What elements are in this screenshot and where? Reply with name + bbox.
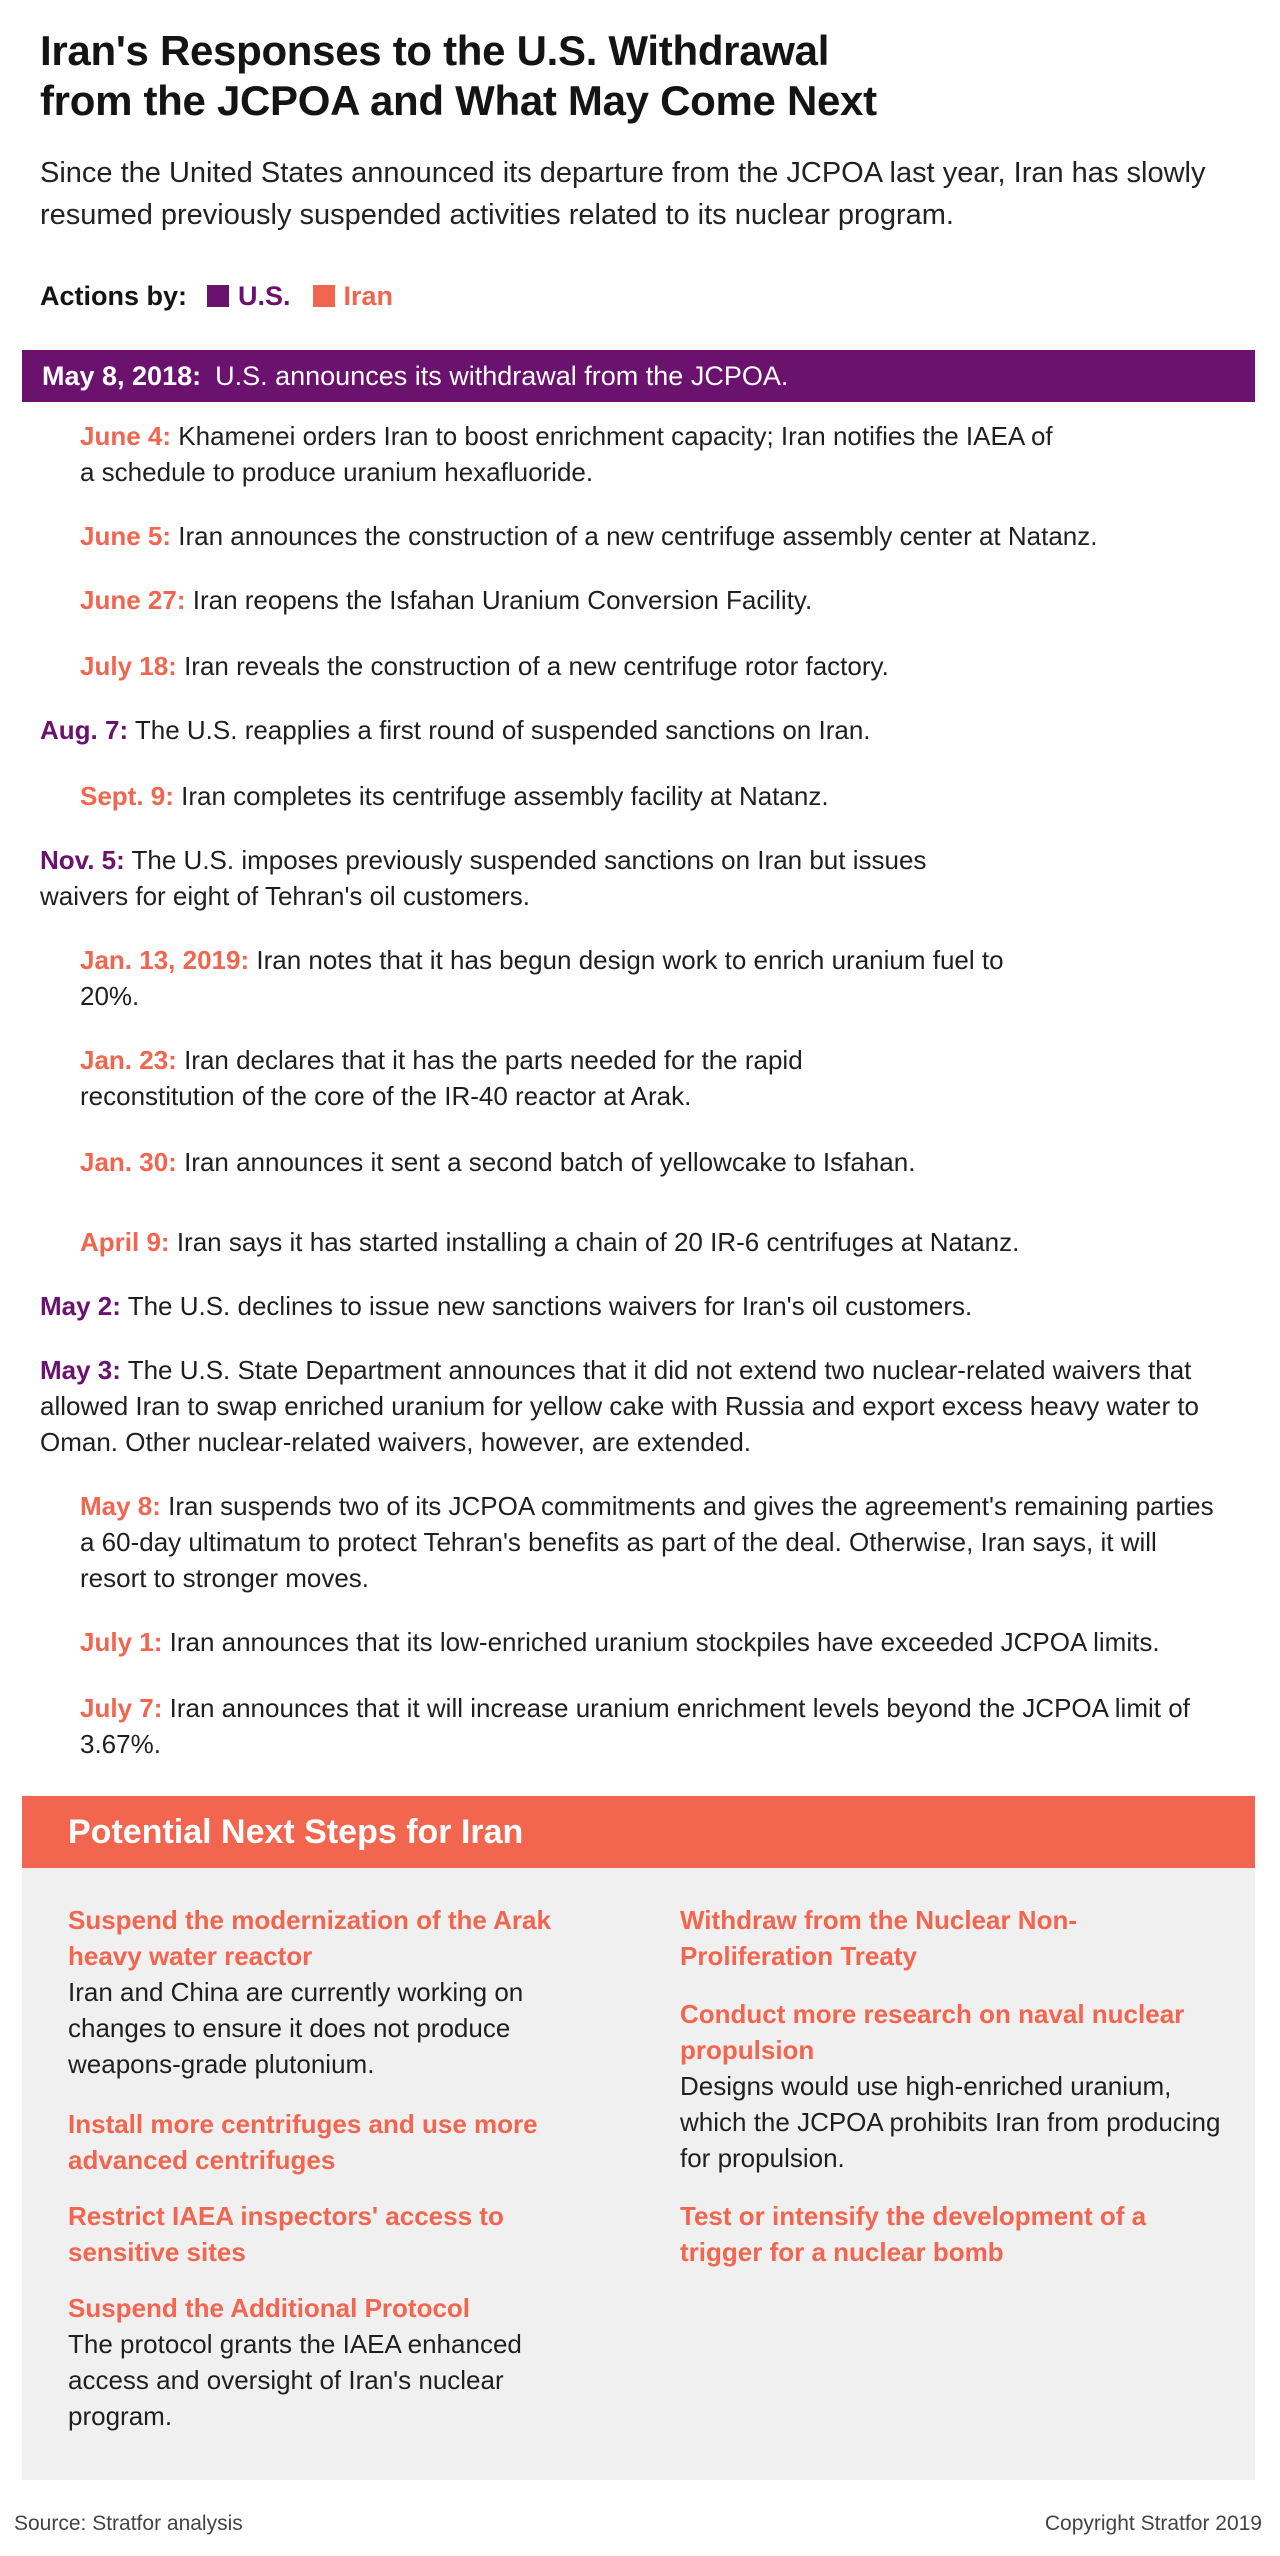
- entry-text: Iran notes that it has begun design work to enrich uranium fuel to 20%.: [80, 945, 1004, 1011]
- entry-text: Iran announces it sent a second batch of yellowcake to Isfahan.: [184, 1147, 916, 1177]
- timeline-entry: [80, 518, 1260, 554]
- iran-color-swatch: [313, 285, 335, 307]
- step-heading: Conduct more research on naval nuclear propulsion: [680, 1999, 1185, 2065]
- entry-date: May 8:: [80, 1491, 161, 1521]
- banner-date: May 8, 2018:: [42, 361, 202, 391]
- timeline-entry: [80, 418, 1060, 490]
- entry-text: The U.S. declines to issue new sanctions waivers for Iran's oil customers.: [127, 1291, 973, 1321]
- us-color-swatch: [207, 285, 229, 307]
- next-step-item: [68, 2198, 568, 2270]
- copyright-note: Copyright Stratfor 2019: [1044, 2512, 1262, 2535]
- step-body: Designs would use high-enriched uranium, which the JCPOA prohibits Iran from producing for propulsion.: [680, 2071, 1221, 2173]
- timeline-entry: [80, 1224, 1260, 1260]
- timeline-entry: [80, 1624, 1275, 1660]
- title-line-1: Iran's Responses to the U.S. Withdrawal: [40, 27, 830, 74]
- legend: [40, 278, 415, 314]
- entry-date: July 1:: [80, 1627, 163, 1657]
- step-heading: Suspend the modernization of the Arak heavy water reactor: [68, 1905, 551, 1971]
- entry-date: July 7:: [80, 1693, 163, 1723]
- timeline-entry: [80, 648, 1260, 684]
- entry-text: Iran reveals the construction of a new centrifuge rotor factory.: [184, 651, 889, 681]
- next-step-item: [68, 1902, 608, 2082]
- step-body: Iran and China are currently working on changes to ensure it does not produce weapons-grade plutonium.: [68, 1977, 524, 2079]
- step-heading: Suspend the Additional Protocol: [68, 2293, 471, 2323]
- withdrawal-banner: [22, 350, 1255, 402]
- entry-date: Jan. 30:: [80, 1147, 177, 1177]
- entry-text: Iran announces that its low-enriched uranium stockpiles have exceeded JCPOA limits.: [169, 1627, 1160, 1657]
- entry-date: June 27:: [80, 585, 186, 615]
- next-steps-title: Potential Next Steps for Iran: [22, 1796, 1255, 1868]
- timeline-entry: [80, 1690, 1230, 1762]
- timeline-entry: [40, 842, 1020, 914]
- entry-text: Iran announces that it will increase uranium enrichment levels beyond the JCPOA limit of 3.67%.: [80, 1693, 1190, 1759]
- entry-text: The U.S. State Department announces that it did not extend two nuclear-related waivers that allowed Iran to swap enriched uranium for yellow cake with Russia and export excess heavy water to Oman. Other nuclear-related waivers, however, are extended.: [40, 1355, 1200, 1457]
- timeline-entry: [80, 582, 1260, 618]
- timeline-entry: [40, 1288, 1240, 1324]
- step-heading: Withdraw from the Nuclear Non-Proliferation Treaty: [680, 1905, 1078, 1971]
- source-note: Source: Stratfor analysis: [14, 2512, 243, 2535]
- legend-iran: Iran: [343, 281, 394, 311]
- entry-text: Iran says it has started installing a chain of 20 IR-6 centrifuges at Natanz.: [176, 1227, 1020, 1257]
- next-step-item: [680, 1902, 1140, 1974]
- entry-date: Sept. 9:: [80, 781, 174, 811]
- legend-label: Actions by:: [40, 281, 188, 311]
- timeline-entry: [80, 942, 1010, 1014]
- subtitle: Since the United States announced its departure from the JCPOA last year, Iran has slowly resumed previously suspended activities related to its nuclear program.: [40, 157, 1206, 231]
- timeline-entry: [80, 1144, 1260, 1180]
- timeline-entry: [80, 1042, 940, 1114]
- entry-date: July 18:: [80, 651, 177, 681]
- next-step-item: [680, 2198, 1180, 2270]
- entry-text: Iran announces the construction of a new centrifuge assembly center at Natanz.: [178, 521, 1098, 551]
- next-step-item: [68, 2290, 608, 2434]
- entry-date: May 3:: [40, 1355, 121, 1385]
- step-heading: Restrict IAEA inspectors' access to sensitive sites: [68, 2201, 504, 2267]
- entry-date: June 5:: [80, 521, 172, 551]
- entry-text: Iran completes its centrifuge assembly facility at Natanz.: [181, 781, 829, 811]
- entry-text: Iran declares that it has the parts needed for the rapid reconstitution of the core of the IR-40 reactor at Arak.: [80, 1045, 803, 1111]
- entry-text: Iran reopens the Isfahan Uranium Conversion Facility.: [192, 585, 813, 615]
- entry-date: June 4:: [80, 421, 172, 451]
- entry-date: Jan. 23:: [80, 1045, 177, 1075]
- entry-text: The U.S. reapplies a first round of suspended sanctions on Iran.: [134, 715, 871, 745]
- timeline-entry: [80, 778, 1260, 814]
- step-heading: Install more centrifuges and use more advanced centrifuges: [68, 2109, 538, 2175]
- entry-date: April 9:: [80, 1227, 170, 1257]
- legend-us: U.S.: [238, 281, 291, 311]
- next-step-item: [680, 1996, 1240, 2176]
- entry-text: Khamenei orders Iran to boost enrichment capacity; Iran notifies the IAEA of a schedule to produce uranium hexafluoride.: [80, 421, 1053, 487]
- banner-text: U.S. announces its withdrawal from the JCPOA.: [215, 361, 789, 391]
- timeline-entry: [80, 1488, 1230, 1596]
- next-step-item: [68, 2106, 588, 2178]
- timeline-entry: [40, 712, 1240, 748]
- step-heading: Test or intensify the development of a trigger for a nuclear bomb: [680, 2201, 1147, 2267]
- entry-text: The U.S. imposes previously suspended sanctions on Iran but issues waivers for eight of Tehran's oil customers.: [40, 845, 927, 911]
- page-title: [40, 26, 1140, 126]
- entry-date: Jan. 13, 2019:: [80, 945, 250, 975]
- title-line-2: from the JCPOA and What May Come Next: [40, 77, 877, 124]
- entry-date: May 2:: [40, 1291, 121, 1321]
- entry-text: Iran suspends two of its JCPOA commitments and gives the agreement's remaining parties a 60-day ultimatum to protect Tehran's benefits as part of the deal. Otherwise, Iran says, it will resort to stronger moves.: [80, 1491, 1214, 1593]
- entry-date: Aug. 7:: [40, 715, 129, 745]
- timeline-entry: [40, 1352, 1200, 1460]
- entry-date: Nov. 5:: [40, 845, 125, 875]
- step-body: The protocol grants the IAEA enhanced access and oversight of Iran's nuclear program.: [68, 2329, 522, 2431]
